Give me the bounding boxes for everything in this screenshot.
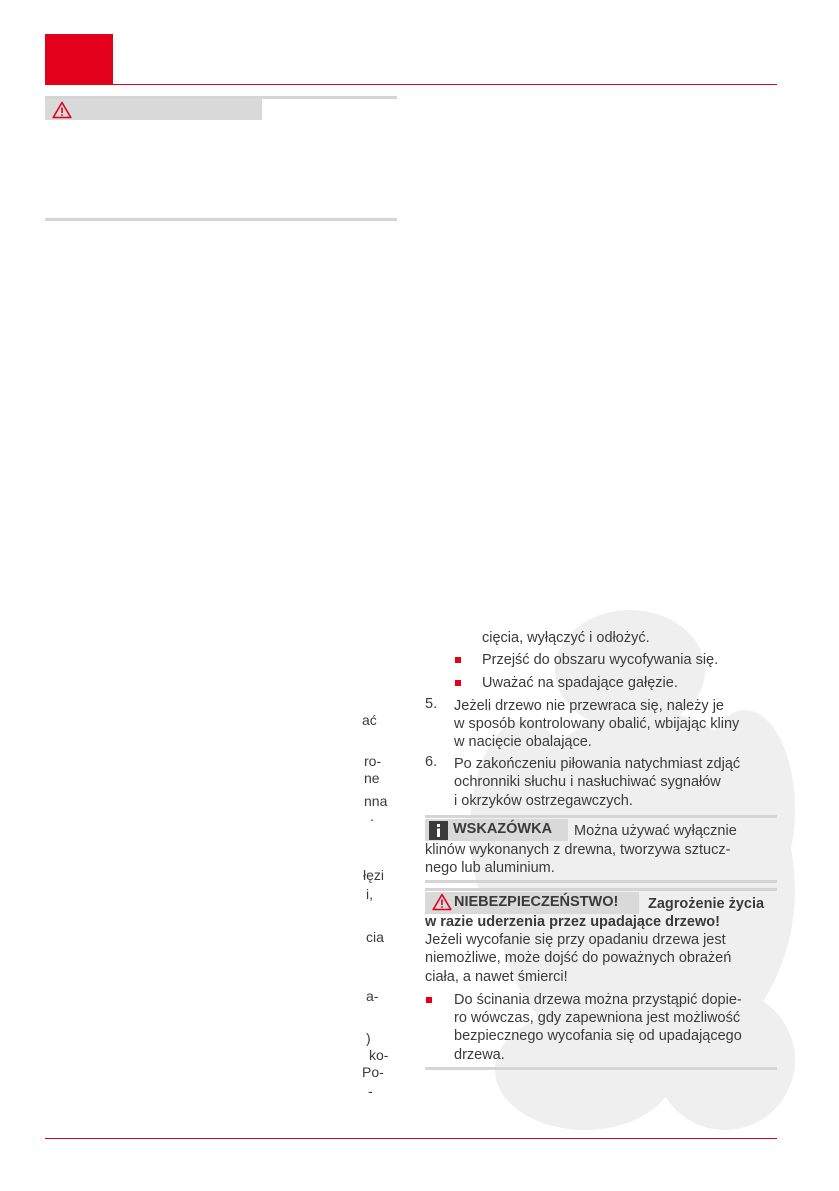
note-label: WSKAZÓWKA bbox=[453, 821, 553, 837]
left-fragment: Po- bbox=[362, 1064, 384, 1080]
step-5-line: Jeżeli drzewo nie przewraca się, należy je bbox=[454, 698, 724, 714]
danger-title: w razie uderzenia przez upadające drzewo! bbox=[425, 914, 720, 930]
left-fragment: ) bbox=[366, 1030, 371, 1046]
step-5-number: 5. bbox=[425, 696, 438, 712]
left-fragment: ro- bbox=[364, 753, 382, 769]
left-fragment: nna bbox=[364, 793, 388, 809]
danger-label: NIEBEZPIECZEŃSTWO! bbox=[454, 894, 619, 910]
left-fragment: cia bbox=[366, 929, 384, 945]
danger-bullet-line: ro wówczas, gdy zapewniona jest możliwość bbox=[454, 1010, 741, 1026]
warning-box-header bbox=[45, 99, 262, 120]
chapter-tab bbox=[45, 34, 113, 85]
left-fragment: i, bbox=[366, 886, 373, 902]
danger-bullet-line: Do ścinania drzewa można przystąpić dopie- bbox=[454, 992, 742, 1008]
note-text: Można używać wyłącznie bbox=[574, 823, 737, 839]
left-fragment: . bbox=[370, 808, 374, 824]
step-5-line: w nacięcie obalające. bbox=[454, 734, 592, 750]
danger-box-top-line bbox=[425, 888, 777, 891]
step-continuation: cięcia, wyłączyć i odłożyć. bbox=[482, 630, 650, 646]
note-text: klinów wykonanych z drewna, tworzywa sztucz- bbox=[425, 842, 731, 858]
danger-body: niemożliwe, może dojść do poważnych obrażeń bbox=[425, 950, 732, 966]
step-5-line: w sposób kontrolowany obalić, wbijając kliny bbox=[454, 716, 740, 732]
warning-box-bottom-line bbox=[45, 218, 397, 221]
left-fragment: ać bbox=[362, 712, 377, 728]
danger-body: ciała, a nawet śmierci! bbox=[425, 969, 568, 985]
danger-body: Jeżeli wycofanie się przy opadaniu drzewa jest bbox=[425, 932, 726, 948]
sub-bullet-text: Uważać na spadające gałęzie. bbox=[482, 675, 678, 691]
danger-title: Zagrożenie życia bbox=[648, 896, 765, 912]
bullet-icon bbox=[455, 680, 461, 686]
header-rule bbox=[45, 84, 777, 85]
bullet-icon bbox=[426, 997, 432, 1003]
danger-bullet-line: bezpiecznego wycofania się od upadającego bbox=[454, 1028, 742, 1044]
danger-box-bottom-line bbox=[425, 1067, 777, 1070]
step-6-line: ochronniki słuchu i nasłuchiwać sygnałów bbox=[454, 774, 721, 790]
step-6-line: i okrzyków ostrzegawczych. bbox=[454, 793, 633, 809]
left-fragment: a- bbox=[366, 988, 379, 1004]
note-box-top-line bbox=[425, 815, 777, 818]
danger-bullet-line: drzewa. bbox=[454, 1047, 505, 1063]
note-box-bottom-line bbox=[425, 880, 777, 883]
left-fragment: ne bbox=[364, 770, 380, 786]
note-text: nego lub aluminium. bbox=[425, 860, 555, 876]
step-6-line: Po zakończeniu piłowania natychmiast zdjąć bbox=[454, 756, 741, 772]
bullet-icon bbox=[455, 657, 461, 663]
warning-triangle-icon bbox=[52, 101, 72, 119]
left-fragment: ko- bbox=[369, 1047, 389, 1063]
step-6-number: 6. bbox=[425, 754, 438, 770]
left-fragment: - bbox=[368, 1083, 373, 1099]
left-fragment: łęzi bbox=[363, 867, 385, 883]
sub-bullet-text: Przejść do obszaru wycofywania się. bbox=[482, 652, 719, 668]
